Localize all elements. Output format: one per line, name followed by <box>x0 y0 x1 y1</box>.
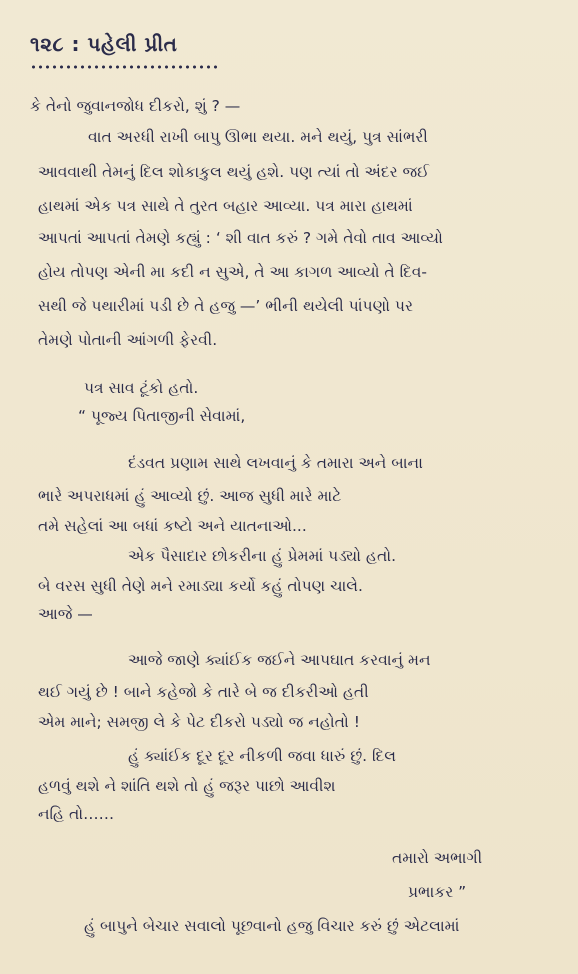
letter-closing: તમારો અભાગી <box>392 849 483 867</box>
text-line: દંડવત પ્રણામ સાથે લખવાનું કે તમારા અને બાના <box>128 454 423 472</box>
text-line: હળવું થશે ને શાંતિ થશે તો હું જરૂર પાછો આવીશ <box>38 777 336 795</box>
text-line: આપતાં આપતાં તેમણે કહ્યું : ‘ શી વાત કરું ? ગમે તેવો તાવ આવ્યો <box>38 229 443 247</box>
text-line: તમે સહેલાં આ બધાં કષ્ટો અને યાતનાઓ... <box>38 517 307 535</box>
text-line: હોય તોપણ એની મા કદી ન સુએ, તે આ કાગળ આવ્યો તે દિવ- <box>38 263 428 281</box>
page-header <box>30 32 177 56</box>
page-number: ૧૨૮ <box>30 32 65 56</box>
text-line: એક પૈસાદાર છોકરીના હું પ્રેમમાં પડ્યો હતો. <box>128 547 397 565</box>
text-line: કે તેનો જુવાનજોધ દીકરો, શું ? — <box>30 97 241 115</box>
text-line: થઈ ગયું છે ! બાને કહેજો કે તારે બે જ દીકરીઓ હતી <box>38 683 369 701</box>
text-line: હું ક્યાંઈક દૂર દૂર નીકળી જવા ધારું છું. દિલ <box>128 747 396 765</box>
text-line: પત્ર સાવ ટૂંકો હતો. <box>84 379 199 397</box>
text-line: આજે — <box>38 605 93 623</box>
text-line: આજે જાણે ક્યાંઈક જઈને આપઘાત કરવાનું મન <box>128 651 431 669</box>
text-line: “ પૂજ્ય પિતાજીની સેવામાં, <box>78 407 246 425</box>
chapter-title: પહેલી પ્રીત <box>87 32 178 56</box>
letter-signature: પ્રભાકર ” <box>408 883 467 901</box>
text-line: વાત અરધી રાખી બાપુ ઊભા થયા. મને થયું, પુત્ર સાંભરી <box>88 128 428 146</box>
text-line: ભારે અપરાધમાં હું આવ્યો છું. આજ સુધી મારે માટે <box>38 487 342 505</box>
text-line: એમ માને; સમજી લે કે પેટ દીકરો પડ્યો જ નહોતો ! <box>38 713 360 731</box>
text-line: બે વરસ સુધી તેણે મને રમાડ્યા કર્યો કહું તોપણ ચાલે. <box>38 577 363 595</box>
header-separator: : <box>71 32 81 56</box>
text-line: સથી જે પથારીમાં પડી છે તે હજુ —’ ભીની થયેલી પાંપણો પર <box>38 297 413 315</box>
text-line: હાથમાં એક પત્ર સાથે તે તુરત બહાર આવ્યા. પત્ર મારા હાથમાં <box>38 197 413 215</box>
text-line: તેમણે પોતાની આંગળી ફેરવી. <box>38 331 218 349</box>
text-line: આવવાથી તેમનું દિલ શોકાકુલ થયું હશે. પણ ત્યાં તો અંદર જઈ <box>38 163 430 181</box>
dotted-divider <box>30 64 220 70</box>
text-line: હું બાપુને બેચાર સવાલો પૂછવાનો હજુ વિચાર કરું છું એટલામાં <box>84 917 460 935</box>
text-line: નહિ તો…… <box>38 805 115 823</box>
